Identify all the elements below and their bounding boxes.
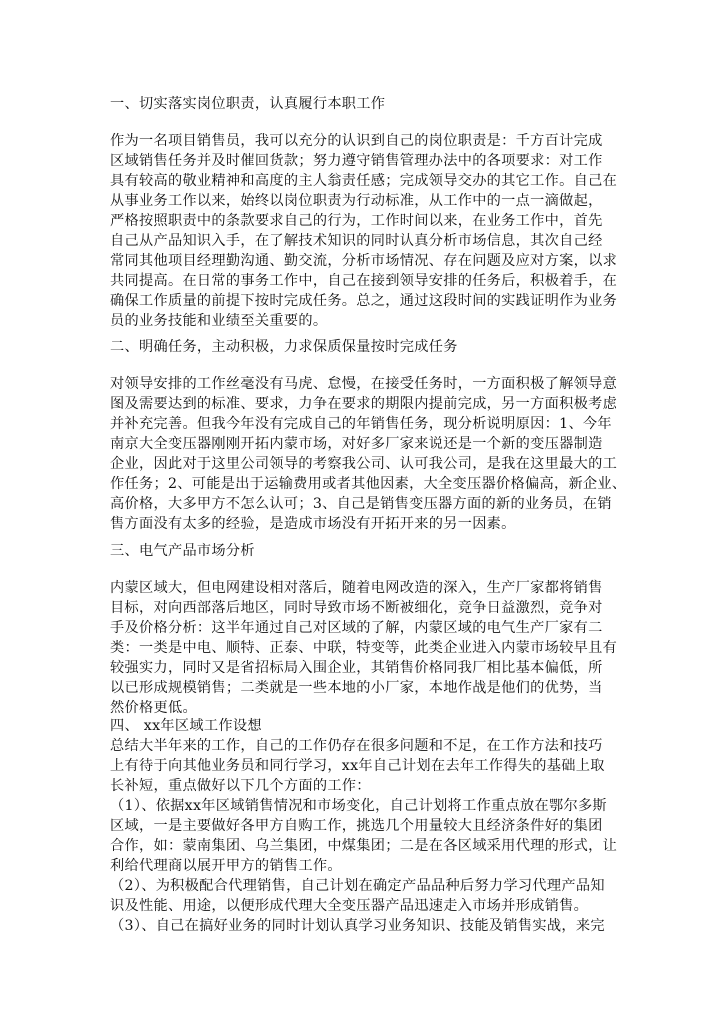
section-4-line: （1）、依据xx年区域销售情况和市场变化，自己计划将工作重点放在鄂尔多斯 — [110, 798, 607, 814]
section-4-line: 区域，一是主要做好各甲方自购工作，挑选几个用量较大且经济条件好的集团 — [110, 818, 603, 834]
section-4-line: 利给代理商以展开甲方的销售工作。 — [110, 858, 342, 874]
section-4-line: 总结大半年来的工作，自己的工作仍存在很多问题和不足，在工作方法和技巧 — [110, 738, 603, 754]
section-4-line: 长补短，重点做好以下几个方面的工作： — [110, 778, 371, 794]
section-2-line: 对领导安排的工作丝毫没有马虎、怠慢，在接受任务时，一方面积极了解领导意 — [110, 376, 618, 392]
section-2-line: 图及需要达到的标准、要求，力争在要求的期限内提前完成，另一方面积极考虑 — [110, 396, 618, 412]
section-3-line: 目标，对向西部落后地区，同时导致市场不断被细化，竞争日益激烈，竞争对 — [110, 600, 603, 616]
section-2-line: 并补充完善。但我今年没有完成自己的年销售任务，现分析说明原因：1、今年 — [110, 416, 612, 432]
section-4-heading: 四、 xx年区域工作设想 — [110, 718, 262, 734]
section-3-line: 内蒙区域大，但电网建设相对落后，随着电网改造的深入，生产厂家都将销售 — [110, 580, 603, 596]
section-3-line: 以已形成规模销售；二类就是一些本地的小厂家，本地作战是他们的优势，当 — [110, 680, 603, 696]
section-2-line: 高价格，大多甲方不怎么认可；3、自己是销售变压器方面的新的业务员，在销 — [110, 496, 612, 512]
section-1-line: 共同提高。在日常的事务工作中，自己在接到领导安排的任务后，积极着手，在 — [110, 273, 618, 289]
section-2-line: 售方面没有太多的经验，是造成市场没有开拓开来的另一因素。 — [110, 516, 516, 532]
section-1-heading: 一、切实落实岗位职责，认真履行本职工作 — [110, 96, 386, 112]
section-1-line: 自己从产品知识入手，在了解技术知识的同时认真分析市场信息，其次自己经 — [110, 233, 603, 249]
section-1-line: 从事业务工作以来，始终以岗位职责为行动标准，从工作中的一点一滴做起， — [110, 193, 603, 209]
section-2-heading: 二、明确任务，主动积极，力求保质保量按时完成任务 — [110, 339, 458, 355]
section-3-line: 手及价格分析：这半年通过自己对区域的了解，内蒙区域的电气生产厂家有二 — [110, 620, 603, 636]
section-1-line: 员的业务技能和业绩至关重要的。 — [110, 313, 328, 329]
section-1-line: 常同其他项目经理勤沟通、勤交流，分析市场情况、存在问题及应对方案，以求 — [110, 253, 618, 269]
section-3-line: 类：一类是中电、顺特、正泰、中联，特变等，此类企业进入内蒙市场较早且有 — [110, 640, 618, 656]
section-4-line: 合作，如：蒙南集团、乌兰集团，中煤集团；二是在各区域采用代理的形式，让 — [110, 838, 618, 854]
section-4-line: 识及性能、用途，以便形成代理大全变压器产品迅速走入市场并形成销售。 — [110, 898, 589, 914]
section-1-line: 确保工作质量的前提下按时完成任务。总之，通过这段时间的实践证明作为业务 — [110, 293, 618, 309]
section-1-line: 严格按照职责中的条款要求自己的行为，工作时间以来，在业务工作中，首先 — [110, 213, 603, 229]
section-4-line: （3）、自己在搞好业务的同时计划认真学习业务知识、技能及销售实战，来完 — [110, 918, 605, 934]
section-1-line: 作为一名项目销售员，我可以充分的认识到自己的岗位职责是：千方百计完成 — [110, 133, 603, 149]
section-2-line: 企业，因此对于这里公司领导的考察我公司、认可我公司，是我在这里最大的工 — [110, 456, 618, 472]
section-4-line: （2）、为积极配合代理销售，自己计划在确定产品品种后努力学习代理产品知 — [110, 878, 605, 894]
section-1-line: 具有较高的敬业精神和高度的主人翁责任感；完成领导交办的其它工作。自己在 — [110, 173, 618, 189]
section-2-line: 作任务；2、可能是出于运输费用或者其他因素，大全变压器价格偏高，新企业、 — [110, 476, 627, 492]
section-3-heading: 三、电气产品市场分析 — [110, 543, 255, 559]
section-3-line: 然价格更低。 — [110, 700, 197, 716]
section-3-line: 较强实力，同时又是省招标局入围企业，其销售价格同我厂相比基本偏低，所 — [110, 660, 603, 676]
section-1-line: 区域销售任务并及时催回货款；努力遵守销售管理办法中的各项要求：对工作 — [110, 153, 603, 169]
section-2-line: 南京大全变压器刚刚开拓内蒙市场，对好多厂家来说还是一个新的变压器制造 — [110, 436, 603, 452]
section-4-line: 上有待于向其他业务员和同行学习，xx年自己计划在去年工作得失的基础上取 — [110, 758, 605, 774]
